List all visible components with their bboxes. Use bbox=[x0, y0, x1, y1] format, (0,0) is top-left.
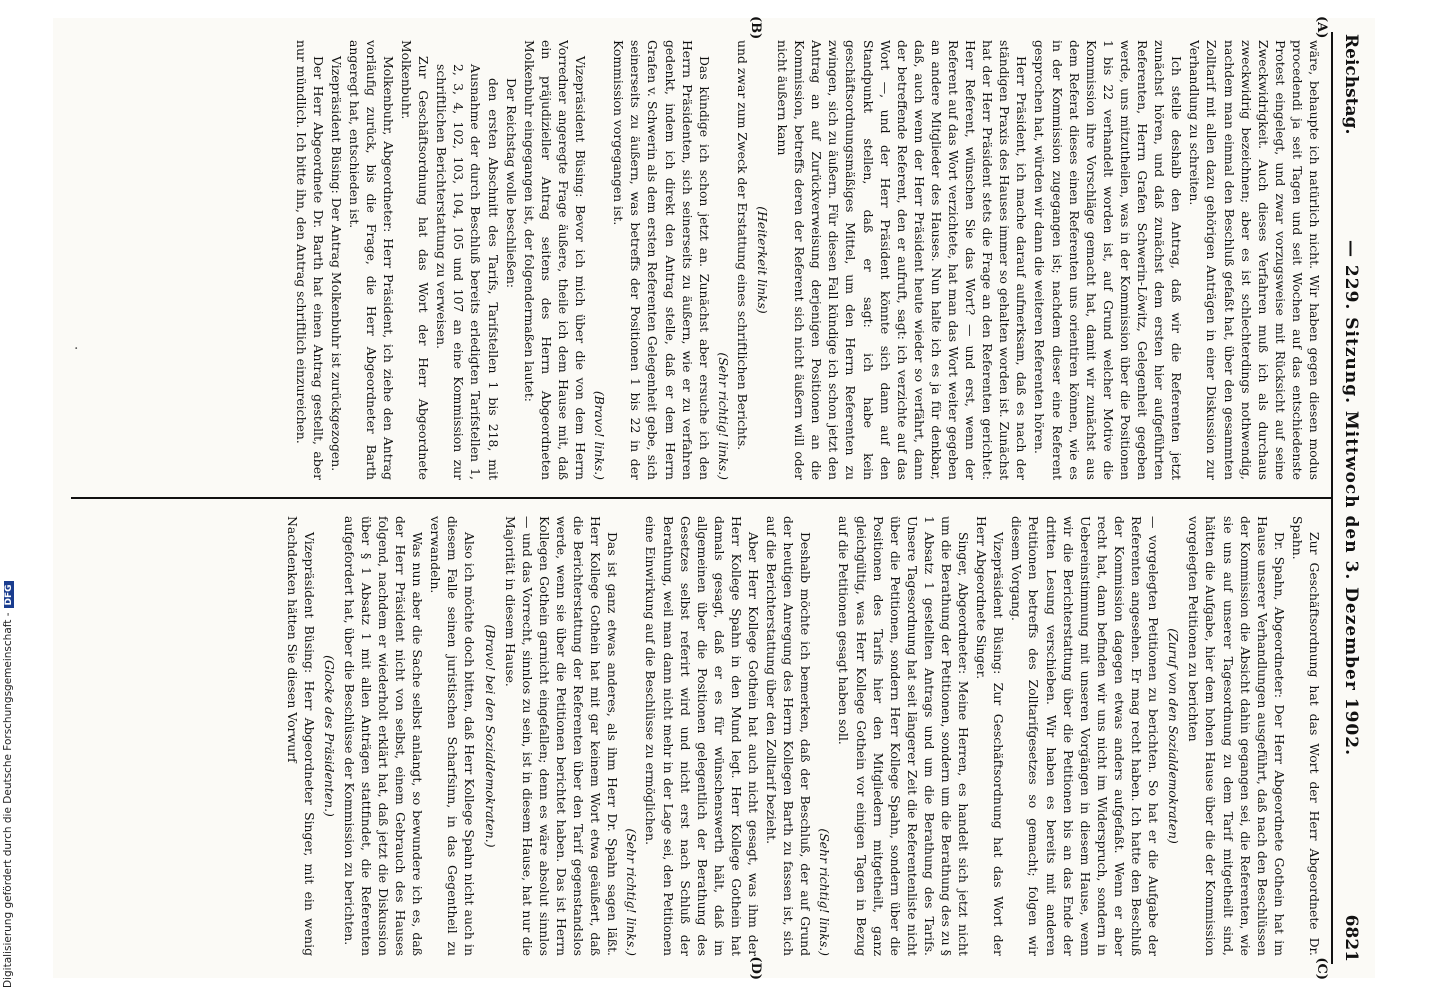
paragraph: Also ich möchte doch bitten, daß Herr Kollege Spahn nicht auch in diesem Falle seinen juristischen Scharfsinn, in das Gegentheil zu verwandeln. bbox=[428, 516, 478, 956]
paragraph: Zur Geschäftsordnung hat das Wort der Herr Abgeordnete Dr. Spahn. bbox=[1289, 516, 1322, 956]
right-column bbox=[71, 516, 1323, 956]
interjection: (Heiterkeit links) bbox=[755, 206, 770, 314]
interjection: (Sehr richtig! links.) bbox=[624, 828, 640, 956]
column-divider bbox=[71, 497, 1331, 499]
page-number: 6821 bbox=[1341, 914, 1361, 962]
interjection: (Sehr richtig! links.) bbox=[715, 352, 731, 480]
paragraph: Was nun aber die Sache selbst anlangt, so bewundere ich es, daß der Herr Präsident nicht von selbst, einem Gebrauch des Hauses folgend, nachdem er wiederholt erklärt hat, daß jetzt die Diskussion über § 1 Absatz 1 mit allen Anträgen stattfindet, die Referenten aufgefordert hat, über die Beschlüsse der Kommission zu berichten. bbox=[341, 516, 426, 956]
paragraph: Ich stelle deshalb den Antrag, daß wir die Referenten jetzt zunächst hören, und daß zunächst dem ersten hier aufgeführten Referenten, Herrn Grafen Schwerin-Löwitz, Gelegenheit gegeben werde, uns mitzutheilen, was in der Kommission über die Positionen 1 bis 22 verhandelt worden ist, auf Grund welcher Motive die Kommission ihre Vorschläge gemacht hat, damit wir zunächst aus dem Referat dieses einen Referenten uns orientiren können, wie es in der Kommission zugegangen ist; nachdem dieser eine Referent gesprochen hat, würden wir dann die weiteren Referenten hören. bbox=[1032, 40, 1185, 480]
paragraph: Der Herr Abgeordnete Dr. Barth hat einen Antrag gestellt, aber nur mündlich. Ich bitte ihn, den Antrag schriftlich einzureichen. bbox=[293, 40, 326, 480]
digitization-footer bbox=[2, 584, 14, 988]
paragraph: Vizepräsident Büsing: Zur Geschäftsordnung hat das Wort der Herr Abgeordnete Singer. bbox=[974, 516, 1007, 956]
paragraph: — vorgelegten Petitionen zu berichten. So hat er die Aufgabe der Referenten angesehen. Er mag recht haben. Ich hatte den Beschluß der Kommission dagegen etwas anders aufgefaßt. Wenn er aber recht hat, dann befinden wir uns nicht im Widerspruch, sondern in Uebereinstimmung mit unseren Vorgängen in diesem Hause, wenn wir die Berichterstattung über die Petitionen bis an das Ende der dritten Lesung verschieben. Wir haben es bereits mit anderen Petitionen betreffs des Zolltarifgesetzes so gemacht; folgen wir diesem Vorgang. bbox=[1009, 516, 1162, 956]
paragraph: Das ist ganz etwas anderes, als ihm Herr Dr. Spahn sagen läßt. Herr Kollege Gothein hat mit gar keinem Wort etwa geäußert, daß die Berichterstattung der Referenten über den Tarif gegenstandslos werde, wenn sie über die Petitionen berichtet haben. Das ist Herrn Kollegen Gothein garnicht eingefallen; denn es wäre absolut sinnlos — und das Vorrecht, sinnlos zu sein, ist in diesem Hause, hat nur die Majorität in diesem Hause. bbox=[502, 516, 621, 956]
dfg-logo-icon: DFG bbox=[4, 581, 14, 608]
paragraph: Vizepräsident Büsing: Bevor ich mich über die von dem Herrn Vorredner angeregte Frage äußere, theile ich dem Hause mit, daß ein präjudizieller Antrag seitens des Herrn Abgeordneten Molkenbuhr eingegangen ist, der folgendermaßen lautet: bbox=[521, 40, 589, 480]
paragraph: Molkenbuhr, Abgeordneter: Herr Präsident, ich ziehe den Antrag vorläufig zurück, bis die Frage, die Herr Abgeordneter Barth angeregt hat, entschieden ist. bbox=[346, 40, 397, 480]
motion-text: den ersten Abschnitt des Tarifs, Tarifstellen 1 bis 218, mit Ausnahme der durch Beschluß bereits erledigten Tarifstellen 1, 2, 3, 4, 102, 103, 104, 105 und 107 an eine Kommission zur schriftlichen Berichterstattung zu verweisen. bbox=[434, 64, 501, 480]
left-column bbox=[71, 40, 1323, 480]
interjection: (Zuruf von den Sozialdemokraten) bbox=[1166, 628, 1182, 844]
motion-heading: Der Reichstag wolle beschließen: bbox=[503, 78, 519, 289]
paragraph: Vizepräsident Büsing: Der Antrag Molkenbuhr ist zurückgezogen. bbox=[328, 56, 344, 472]
header-center: — 229. Sitzung. Mittwoch den 3. Dezember 1902. bbox=[1341, 240, 1361, 756]
header-left: Reichstag. bbox=[1341, 34, 1361, 135]
document-page bbox=[53, 18, 1375, 978]
paragraph: Vizepräsident Büsing: Herr Abgeordneter Singer, mit ein wenig Nachdenken hätten Sie diesen Vorwurf bbox=[284, 516, 317, 956]
margin-mark-a: (A) bbox=[1314, 16, 1329, 39]
paragraph: Das kündige ich schon jetzt an. Zunächst aber ersuche ich den Herrn Präsidenten, sich seinerseits zu äußern, wie er zu verfahren gedenkt, indem ich direkt den Antrag stelle, daß er dem Herrn Grafen v. Schwerin als dem ersten Referenten Gelegenheit gebe, sich seinerseits zu äußern, was betreffs der Positionen 1 bis 22 in der Kommission vorgegangen ist. bbox=[611, 40, 712, 480]
margin-mark-c: (C) bbox=[1314, 957, 1329, 980]
paragraph: Zur Geschäftsordnung hat das Wort der Herr Abgeordnete Molkenbuhr. bbox=[399, 40, 432, 480]
paragraph: wäre, behaupte ich natürlich nicht. Wir haben gegen diesen modus procedendi ja seit Tagen und seit Wochen auf das entschiedenste Protest eingelegt, und zwar vorzugsweise mit Rücksicht auf seine Zweckwidrigkeit. Auch dieses Verfahren muß ich als durchaus zweckwidrig bezeichnen; aber es ist schlechterdings nothwendig, nachdem man einmal den Beschluß gefaßt hat, über den gesammten Zolltarif mit allen dazu gehörigen Anträgen in einer Diskussion zur Verhandlung zu schreiten. bbox=[1187, 40, 1322, 480]
page-header bbox=[1335, 34, 1365, 962]
paragraph: Singer, Abgeordneter: Meine Herren, es handelt sich jetzt nicht um die Berathung der Petitionen, sondern um die Berathung des zu § 1 Absatz 1 gestellten Antrags und um die Berathung des Tarifs. Unsere Tagesordnung hat seit längerer Zeit die Referentenliste nicht über die Petitionen, sondern Herr Kollege Spahn, sondern über die Positionen des Tarifs hier den Mitgliedern mitgetheilt, ganz gleichgültig, was Herr Kollege Gothein vor einigen Tagen in Bezug auf die Petitionen gesagt haben soll. bbox=[836, 516, 972, 956]
interjection: (Bravo! links.) bbox=[592, 390, 608, 480]
interjection: (Sehr richtig! links.) bbox=[817, 828, 833, 956]
scan-artifact-dot-icon: · bbox=[74, 341, 79, 357]
paragraph: Deshalb möchte ich bemerken, daß der Beschluß, der auf Grund der heutigen Anregung des Herrn Kollegen Barth zu fassen ist, sich auf die Berichterstattung über den Zolltarif bezieht. bbox=[764, 516, 814, 956]
footer-text: Digitalisierung gefördert durch die Deutsche Forschungsgemeinschaft - bbox=[2, 612, 14, 988]
margin-mark-b: (B) bbox=[748, 16, 763, 40]
paragraph: und zwar zum Zweck der Erstattung eines schriftlichen Berichts. bbox=[734, 40, 750, 451]
interjection: (Bravo! bei den Sozialdemokraten.) bbox=[482, 624, 498, 848]
interjection: (Glocke des Präsidenten.) bbox=[321, 655, 337, 817]
paragraph: Aber Herr Kollege Gothein hat auch nicht gesagt, was ihm der Herr Kollege Spahn in den Mund legt. Herr Kollege Gothein hat damals gesagt, daß er es für wünschenswerth hält, daß im allgemeinen über die Positionen gelegentlich der Berathung des Gesetzes selbst referirt wird und nicht erst nach Schluß der Berathung, weil man dann nicht mehr in der Lage sei, den Petitionen eine Einwirkung auf die Beschlüsse zu ermöglichen. bbox=[643, 516, 761, 956]
paragraph: Dr. Spahn, Abgeordneter: Der Herr Abgeordnete Gothein hat im Hause unserer Verhandlungen ausgeführt, daß nach den Beschlüssen der Kommission die Absicht dahin gegangen sei, die Referenten, wie sie uns auf unserer Tagesordnung zu dem Tarif mitgetheilt sind, hätten die Aufgabe, hier dem hohen Hause über die der Kommission vorgelegten Petitionen zu berichten bbox=[1186, 516, 1287, 956]
margin-mark-d: (D) bbox=[748, 956, 763, 980]
paragraph: Herr Präsident, ich mache darauf aufmerksam, daß es nach der ständigen Praxis des Hauses immer so gehalten worden ist. Zunächst hat der Herr Präsident stets die Frage an den Referenten gerichtet: Herr Referent, wünschen Sie das Wort? — und erst, wenn der Referent auf das Wort verzichtete, hat man das Wort weiter gegeben an andere Mitglieder des Hauses. Nun halte ich es ja für denkbar, daß, auch wenn der Herr Präsident heute wieder so verfährt, dann der betreffende Referent, den er aufruft, sagt: ich verzichte auf das Wort —, und der Herr Präsident könnte sich dann auf den Standpunkt stellen, daß er sagt: ich habe kein geschäftsordnungsmäßiges Mittel, um den Herrn Referenten zu zwingen, sich zu äußern. Für diesen Fall kündige ich schon jetzt den Antrag an auf Zurückverweisung derjenigen Positionen an die Kommission, betreffs deren der Referent sich nicht äußern will oder nicht äußern kann bbox=[775, 40, 1030, 480]
header-rule bbox=[1331, 32, 1333, 964]
